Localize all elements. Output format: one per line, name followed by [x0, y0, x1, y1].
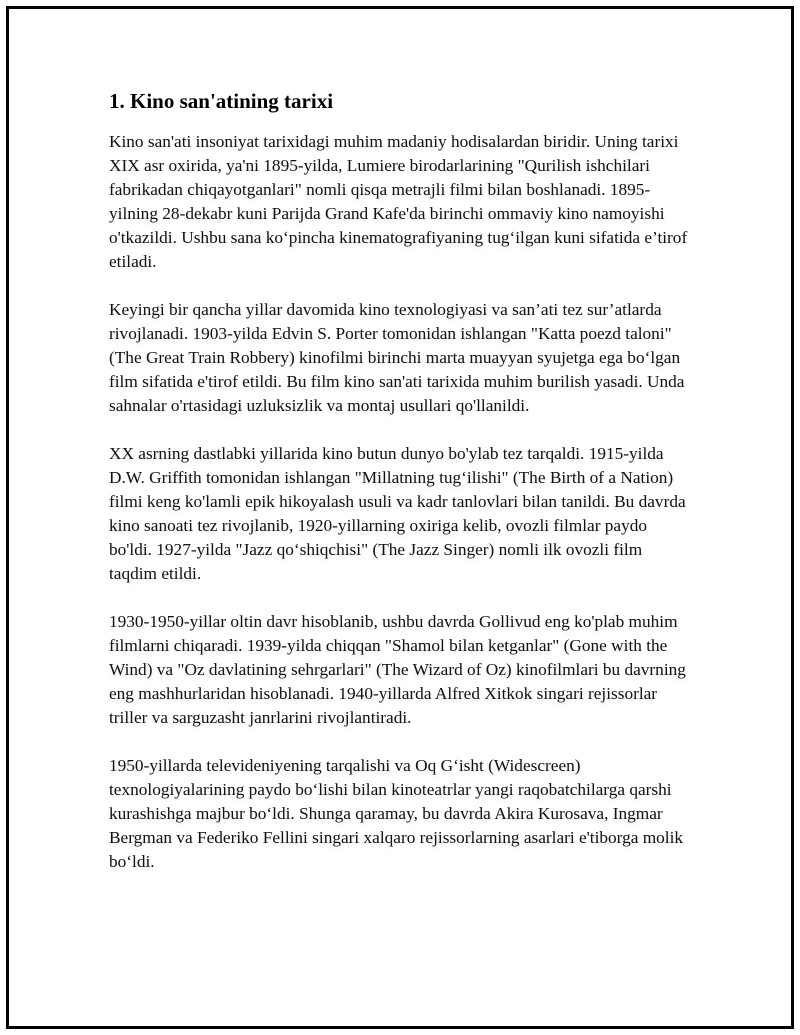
paragraph-3: XX asrning dastlabki yillarida kino butun dunyo bo'ylab tez tarqaldi. 1915-yilda D.W. Griffith tomonidan ishlangan "Millatning tug‘ilishi" (The Birth of a Nation) filmi keng ko'lamli epik hikoyalash usuli va kadr tanlovlari bilan tanildi. Bu davrda kino sanoati tez rivojlanib, 1920-yillarning oxiriga kelib, ovozli filmlar paydo bo'ldi. 1927-yilda "Jazz qo‘shiqchisi" (The Jazz Singer) nomli ilk ovozli film taqdim etildi.	[109, 444, 686, 583]
paragraph-4: 1930-1950-yillar oltin davr hisoblanib, ushbu davrda Gollivud eng ko'plab muhim filmlarni chiqaradi. 1939-yilda chiqqan "Shamol bilan ketganlar" (Gone with the Wind) va "Oz davlatining sehrgarlari" (The Wizard of Oz) kinofilmlari bu davrning eng mashhurlaridan hisoblanadi. 1940-yillarda Alfred Xitkok singari rejissorlar triller va sarguzasht janrlarini rivojlantiradi.	[109, 612, 686, 727]
paragraph-5: 1950-yillarda televideniyening tarqalishi va Oq G‘isht (Widescreen) texnologiyalarining paydo bo‘lishi bilan kinoteatrlar yangi raqobatchilarga qarshi kurashishga majbur bo‘ldi. Shunga qaramay, bu davrda Akira Kurosava, Ingmar Bergman va Federiko Fellini singari xalqaro rejissorlarning asarlari e'tiborga molik bo‘ldi.	[109, 756, 684, 871]
paragraph-2: Keyingi bir qancha yillar davomida kino texnologiyasi va san’ati tez sur’atlarda rivojlanadi. 1903-yilda Edvin S. Porter tomonidan ishlangan "Katta poezd taloni" (The Great Train Robbery) kinofilmi birinchi marta muayyan syujetga ega bo‘lgan film sifatida e'tirof etildi. Bu film kino san'ati tarixida muhim burilish yasadi. Unda sahnalar o'rtasidagi uzluksizlik va montaj usullari qo'llanildi.	[109, 300, 685, 415]
document-body	[109, 88, 689, 898]
paragraph-1: Kino san'ati insoniyat tarixidagi muhim madaniy hodisalardan biridir. Uning tarixi XIX asr oxirida, ya'ni 1895-yilda, Lumiere birodarlarining "Qurilish ishchilari fabrikadan chiqayotganlari" nomli qisqa metrajli filmi bilan boshlanadi. 1895-yilning 28-dekabr kuni Parijda Grand Kafe'da birinchi ommaviy kino namoyishi o'tkazildi. Ushbu sana ko‘pincha kinematografiyaning tug‘ilgan kuni sifatida e’tirof etiladi.	[109, 132, 688, 271]
section-heading: 1. Kino san'atining tarixi	[109, 89, 334, 113]
